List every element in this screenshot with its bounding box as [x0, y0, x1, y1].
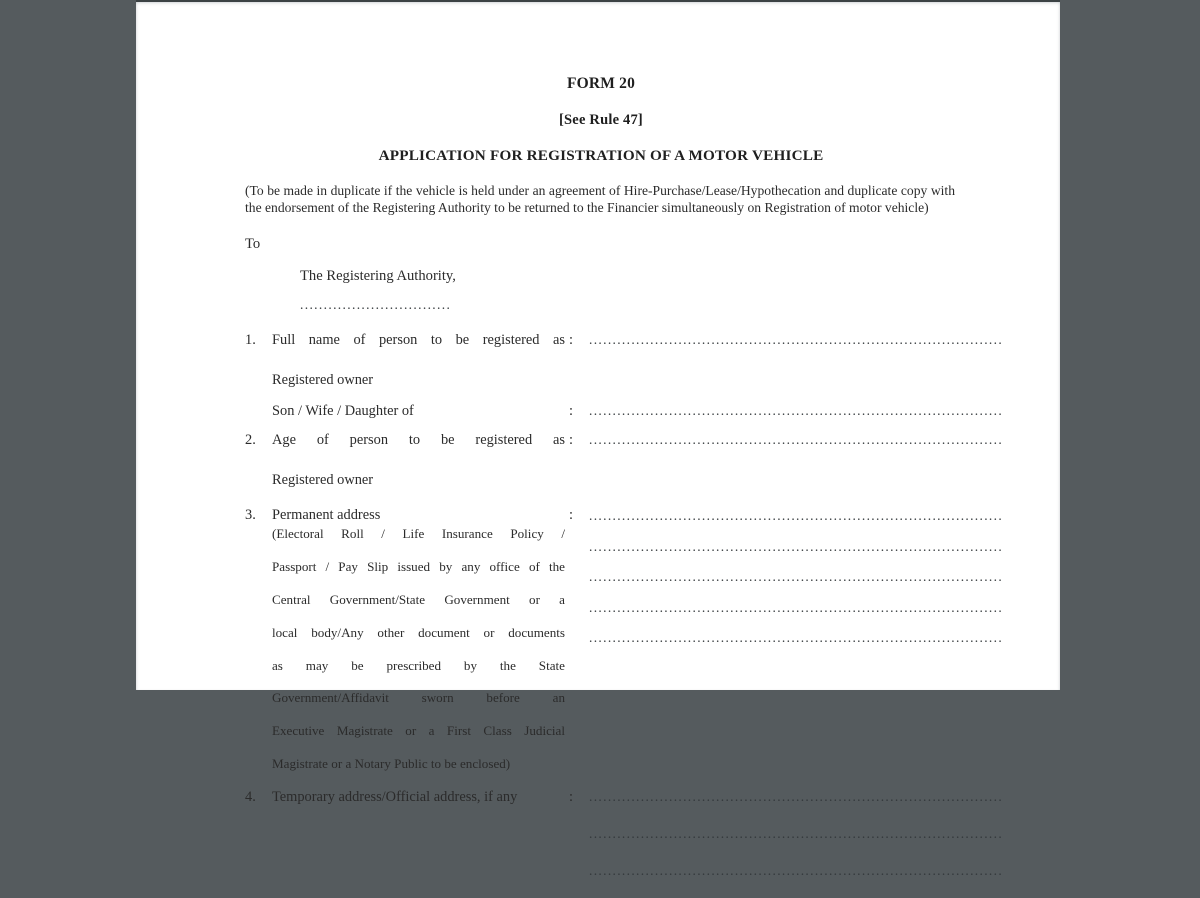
item-3-note-line-1: (Electoral Roll / Life Insurance Policy /	[272, 526, 565, 542]
item-2-dotted-line[interactable]: ........................................................................................	[589, 432, 1004, 448]
document-page	[136, 0, 1060, 879]
item-3-number: 3.	[245, 507, 256, 524]
document-content	[245, 2, 1004, 898]
item-3-dotted-line-1[interactable]: ........................................................................................	[589, 508, 1004, 524]
item-2-label	[272, 430, 565, 490]
form-item-3	[245, 505, 1004, 772]
item-4-label-line-1: Temporary address/Official address, if any	[272, 789, 518, 806]
item-2-answer-area[interactable]	[589, 430, 1004, 450]
item-4-dotted-line-3[interactable]: ........................................................................................	[589, 863, 1004, 879]
item-1-dotted-line[interactable]: ........................................................................................	[589, 332, 1004, 348]
item-1-answer-area[interactable]	[589, 330, 1004, 350]
item-1-label-line-1: Full name of person to be registered as	[272, 332, 565, 349]
rule-reference-heading: [See Rule 47]	[559, 111, 643, 128]
item-sw-dotted-line[interactable]: ........................................................................................	[589, 403, 1004, 419]
item-4-number: 4.	[245, 789, 256, 806]
item-3-note	[272, 526, 565, 772]
item-3-note-line-6: Government/Affidavit sworn before an	[272, 690, 565, 706]
document-title: APPLICATION FOR REGISTRATION OF A MOTOR VEHICLE	[378, 147, 824, 164]
item-2-colon: :	[569, 432, 573, 449]
addressee-line: The Registering Authority,	[300, 267, 456, 284]
intro-paragraph: (To be made in duplicate if the vehicle is held under an agreement of Hire-Purchase/Lease/Hypothecation and duplicate copy with the endorsement of the Registering Authority to be returned to the Financier simultaneously on Registration of motor vehicle)	[245, 183, 955, 216]
form-item-1	[245, 330, 1004, 390]
item-3-label-line-1: Permanent address	[272, 507, 381, 524]
item-3-note-line-4: local body/Any other document or documents	[272, 624, 565, 640]
item-3-answer-area[interactable]	[589, 505, 1004, 659]
item-4-dotted-line-1[interactable]: ........................................................................................	[589, 789, 1004, 805]
item-3-note-line-5: as may be prescribed by the State	[272, 657, 565, 673]
item-3-note-line-7: Executive Magistrate or a First Class Judicial	[272, 723, 565, 739]
item-3-colon: :	[569, 507, 573, 524]
item-4-colon: :	[569, 789, 573, 806]
form-item-son-wife-daughter	[245, 401, 1004, 421]
form-number-heading: FORM 20	[566, 75, 636, 92]
item-3-dotted-line-3[interactable]: ........................................................................................	[589, 569, 1004, 585]
item-4-label	[272, 787, 565, 807]
item-3-dotted-line-5[interactable]: ........................................................................................	[589, 630, 1004, 646]
item-2-label-line-1: Age of person to be registered as	[272, 432, 565, 449]
form-item-4	[245, 787, 1004, 898]
item-2-label-line-2: Registered owner	[272, 472, 374, 489]
item-1-label-line-2: Registered owner	[272, 372, 374, 389]
item-sw-colon: :	[569, 403, 573, 420]
item-sw-answer-area[interactable]	[589, 401, 1004, 421]
form-item-2	[245, 430, 1004, 490]
item-3-label	[272, 505, 565, 772]
item-3-note-line-3: Central Government/State Government or a	[272, 592, 565, 608]
item-1-number: 1.	[245, 332, 256, 349]
item-4-answer-area[interactable]	[589, 787, 1004, 898]
item-3-dotted-line-2[interactable]: ........................................................................................	[589, 538, 1004, 554]
item-1-colon: :	[569, 332, 573, 349]
item-2-number: 2.	[245, 432, 256, 449]
item-3-note-line-2: Passport / Pay Slip issued by any office of the	[272, 559, 565, 575]
addressee-dotted-line: ................................	[300, 297, 452, 313]
to-label: To	[245, 236, 261, 253]
item-3-dotted-line-4[interactable]: ........................................................................................	[589, 599, 1004, 615]
item-3-note-line-8: Magistrate or a Notary Public to be enclosed)	[272, 756, 511, 772]
item-1-label	[272, 330, 565, 390]
item-sw-label-line-1: Son / Wife / Daughter of	[272, 403, 414, 420]
item-sw-label	[272, 401, 565, 421]
item-4-dotted-line-2[interactable]: ........................................................................................	[589, 826, 1004, 842]
